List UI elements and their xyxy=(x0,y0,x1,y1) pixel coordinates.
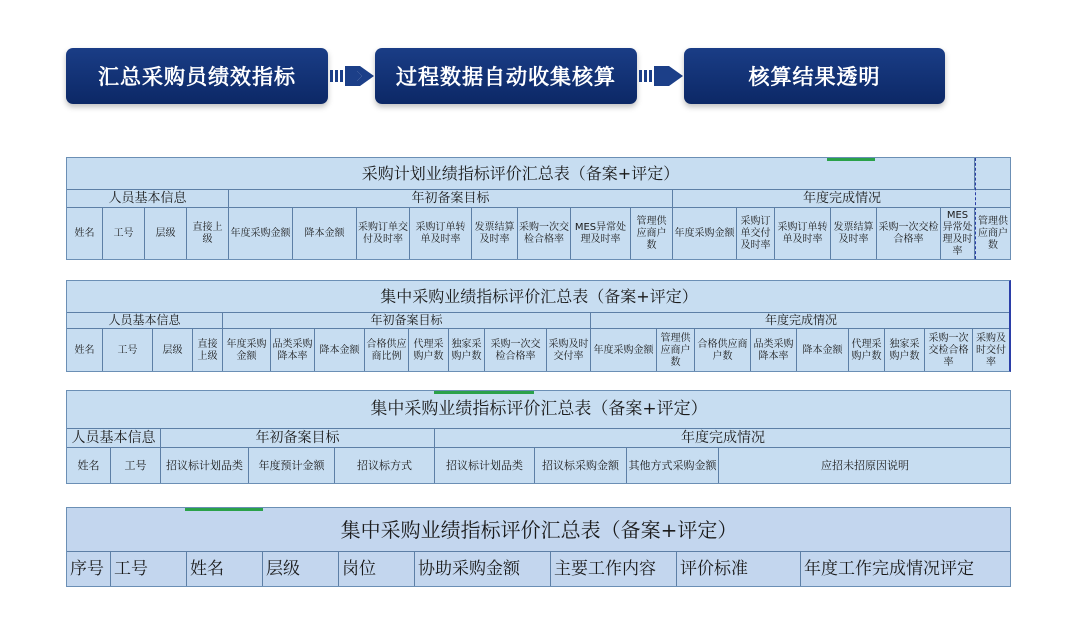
column-header: 品类采购降本率 xyxy=(751,329,797,372)
column-header: 招议标计划品类 xyxy=(161,448,249,484)
column-header: 采购订单交付及时率 xyxy=(737,208,775,260)
column-header: 层级 xyxy=(145,208,187,260)
column-header: 序号 xyxy=(67,552,111,587)
column-header: 年度预计金额 xyxy=(249,448,335,484)
table-title-extra xyxy=(975,158,1011,190)
column-header: 直接上级 xyxy=(193,329,223,372)
flow-step-2: 过程数据自动收集核算 xyxy=(375,48,637,104)
column-header: MES异常处理及时率 xyxy=(941,208,975,260)
column-header: 管理供应商户数 xyxy=(657,329,695,372)
column-header: 工号 xyxy=(111,448,161,484)
column-header: 品类采购降本率 xyxy=(271,329,315,372)
flow-step-3: 核算结果透明 xyxy=(684,48,945,104)
column-header: 年度采购金额 xyxy=(223,329,271,372)
arrow-right-icon xyxy=(639,60,683,92)
column-header: 代理采购户数 xyxy=(849,329,885,372)
column-header: 姓名 xyxy=(67,448,111,484)
table-title: 集中采购业绩指标评价汇总表（备案+评定） xyxy=(67,508,1011,552)
group-header: 年度完成情况 xyxy=(435,429,1011,448)
column-header: MES异常处理及时率 xyxy=(571,208,631,260)
column-header: 主要工作内容 xyxy=(551,552,677,587)
column-header: 采购订单交付及时率 xyxy=(357,208,410,260)
central-procurement-summary-table-b xyxy=(66,390,1011,484)
column-header: 应招未招原因说明 xyxy=(719,448,1011,484)
column-header: 层级 xyxy=(153,329,193,372)
column-header: 年度采购金额 xyxy=(591,329,657,372)
column-header: 工号 xyxy=(111,552,187,587)
column-header: 代理采购户数 xyxy=(409,329,449,372)
arrow-right-icon xyxy=(330,60,374,92)
column-header: 发票结算及时率 xyxy=(472,208,518,260)
column-header: 年度工作完成情况评定 xyxy=(801,552,1011,587)
column-header: 评价标准 xyxy=(677,552,801,587)
group-header: 人员基本信息 xyxy=(67,429,161,448)
column-header: 年度采购金额 xyxy=(229,208,293,260)
column-header: 招议标方式 xyxy=(335,448,435,484)
column-header: 管理供应商户数 xyxy=(975,208,1011,260)
column-header: 工号 xyxy=(103,329,153,372)
column-header: 岗位 xyxy=(339,552,415,587)
central-procurement-summary-table-c xyxy=(66,507,1011,587)
column-header: 招议标采购金额 xyxy=(535,448,627,484)
flow-step-1: 汇总采购员绩效指标 xyxy=(66,48,328,104)
column-header: 降本金额 xyxy=(315,329,365,372)
column-header: 采购及时交付率 xyxy=(547,329,591,372)
column-header: 独家采购户数 xyxy=(449,329,485,372)
group-header: 年初备案目标 xyxy=(229,190,673,208)
column-header: 直接上级 xyxy=(187,208,229,260)
group-header: 年初备案目标 xyxy=(223,313,591,329)
table-title: 集中采购业绩指标评价汇总表（备案+评定） xyxy=(67,281,1011,313)
group-header: 年初备案目标 xyxy=(161,429,435,448)
column-header: 采购订单转单及时率 xyxy=(775,208,831,260)
column-header: 姓名 xyxy=(187,552,263,587)
group-header: 人员基本信息 xyxy=(67,190,229,208)
central-procurement-summary-table-a xyxy=(66,280,1011,372)
column-header: 采购及时交付率 xyxy=(973,329,1010,372)
group-header: 人员基本信息 xyxy=(67,313,223,329)
column-header: 其他方式采购金额 xyxy=(627,448,719,484)
column-header: 年度采购金额 xyxy=(673,208,737,260)
column-header: 采购订单转单及时率 xyxy=(410,208,472,260)
group-header: 年度完成情况 xyxy=(591,313,1011,329)
column-header: 独家采购户数 xyxy=(885,329,925,372)
column-header: 合格供应商户数 xyxy=(695,329,751,372)
column-header: 招议标计划品类 xyxy=(435,448,535,484)
column-header: 层级 xyxy=(263,552,339,587)
column-header: 姓名 xyxy=(67,208,103,260)
column-header: 姓名 xyxy=(67,329,103,372)
column-header: 协助采购金额 xyxy=(415,552,551,587)
group-header: 年度完成情况 xyxy=(673,190,1011,208)
column-header: 采购一次交检合格率 xyxy=(925,329,973,372)
column-header: 工号 xyxy=(103,208,145,260)
table-title: 集中采购业绩指标评价汇总表（备案+评定） xyxy=(67,391,1011,429)
column-header: 采购一次交检合格率 xyxy=(518,208,571,260)
plan-procurement-summary-table xyxy=(66,157,1011,260)
column-header: 合格供应商比例 xyxy=(365,329,409,372)
column-header: 降本金额 xyxy=(797,329,849,372)
column-header: 管理供应商户数 xyxy=(631,208,673,260)
column-header: 采购一次交检合格率 xyxy=(485,329,547,372)
table-title: 采购计划业绩指标评价汇总表（备案+评定） xyxy=(67,158,975,190)
column-header: 采购一次交检合格率 xyxy=(877,208,941,260)
column-header: 降本金额 xyxy=(293,208,357,260)
column-header: 发票结算及时率 xyxy=(831,208,877,260)
